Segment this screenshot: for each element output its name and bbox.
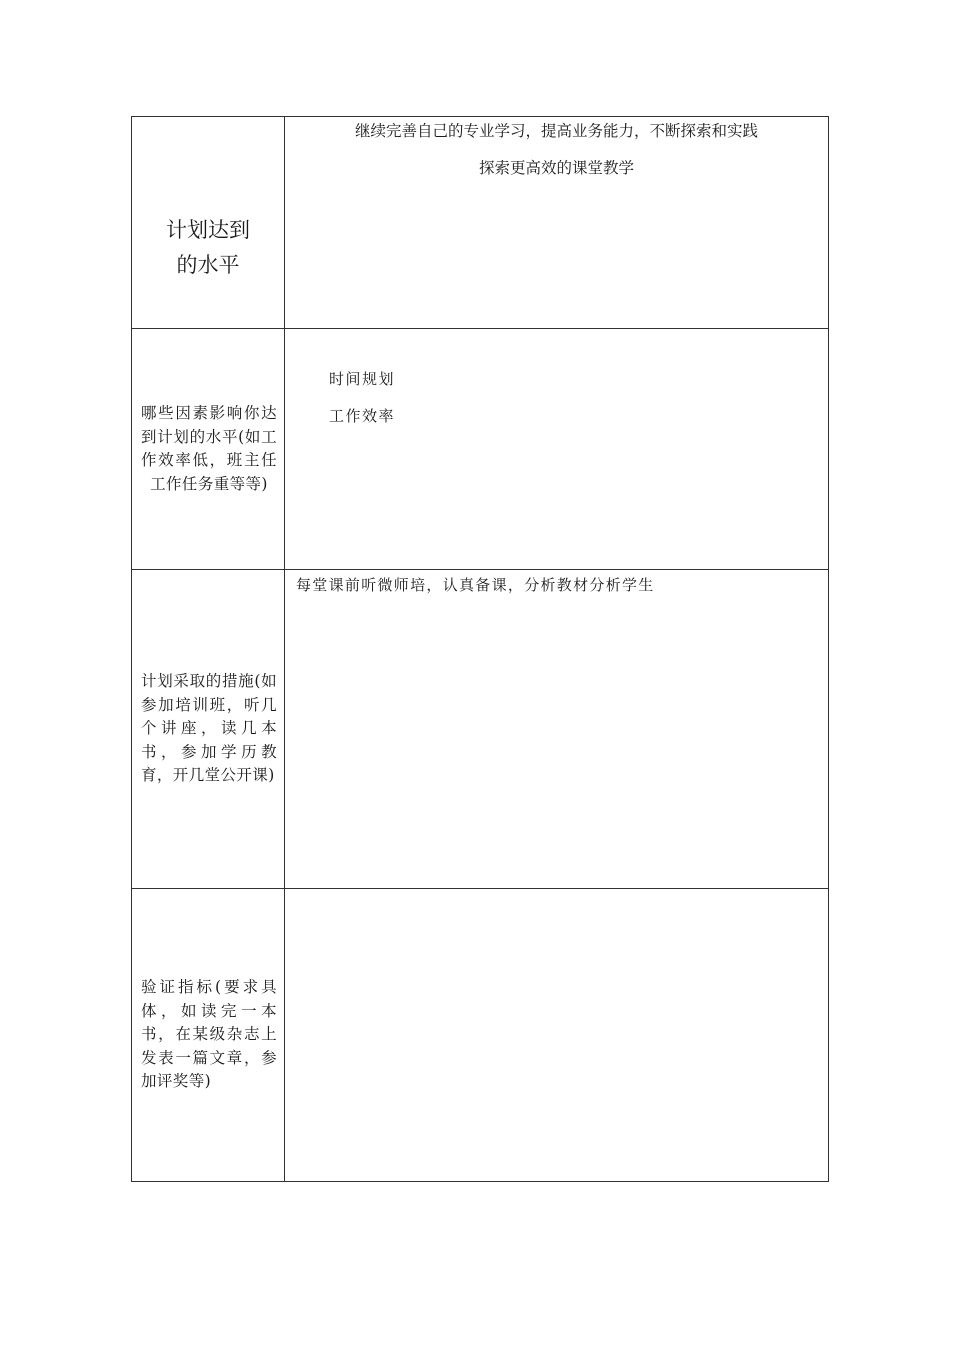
planned-measures-text: 每堂课前听微师培，认真备课，分析教材分析学生	[296, 576, 655, 594]
factor-work-efficiency: 工作效率	[329, 407, 396, 425]
content-target-level[interactable]	[285, 117, 829, 329]
factor-time-planning: 时间规划	[329, 370, 396, 388]
table-row-verification-indicators	[132, 889, 829, 1182]
content-influencing-factors[interactable]	[285, 329, 829, 570]
label-target-level-line-2: 的水平	[176, 252, 240, 277]
table-row-influencing-factors	[132, 329, 829, 570]
label-target-level-line-1: 计划达到	[166, 217, 250, 242]
label-target-level	[132, 117, 285, 329]
content-verification-indicators[interactable]	[285, 889, 829, 1182]
table-row-target-level	[132, 117, 829, 329]
label-influencing-factors: 哪些因素影响你达到计划的水平(如工作效率低，班主任工作任务重等等)	[132, 329, 285, 570]
target-level-text-line-2: 探索更高效的课堂教学	[478, 159, 634, 177]
content-planned-measures[interactable]	[285, 570, 829, 889]
target-level-text-line-1: 继续完善自己的专业学习，提高业务能力，不断探索和实践	[354, 122, 758, 140]
plan-form-table	[131, 116, 829, 1182]
label-planned-measures: 计划采取的措施(如参加培训班，听几个讲座，读几本书，参加学历教育，开几堂公开课)	[132, 570, 285, 889]
table-row-planned-measures	[132, 570, 829, 889]
label-verification-indicators: 验证指标(要求具体，如读完一本书，在某级杂志上发表一篇文章，参加评奖等)	[132, 889, 285, 1182]
